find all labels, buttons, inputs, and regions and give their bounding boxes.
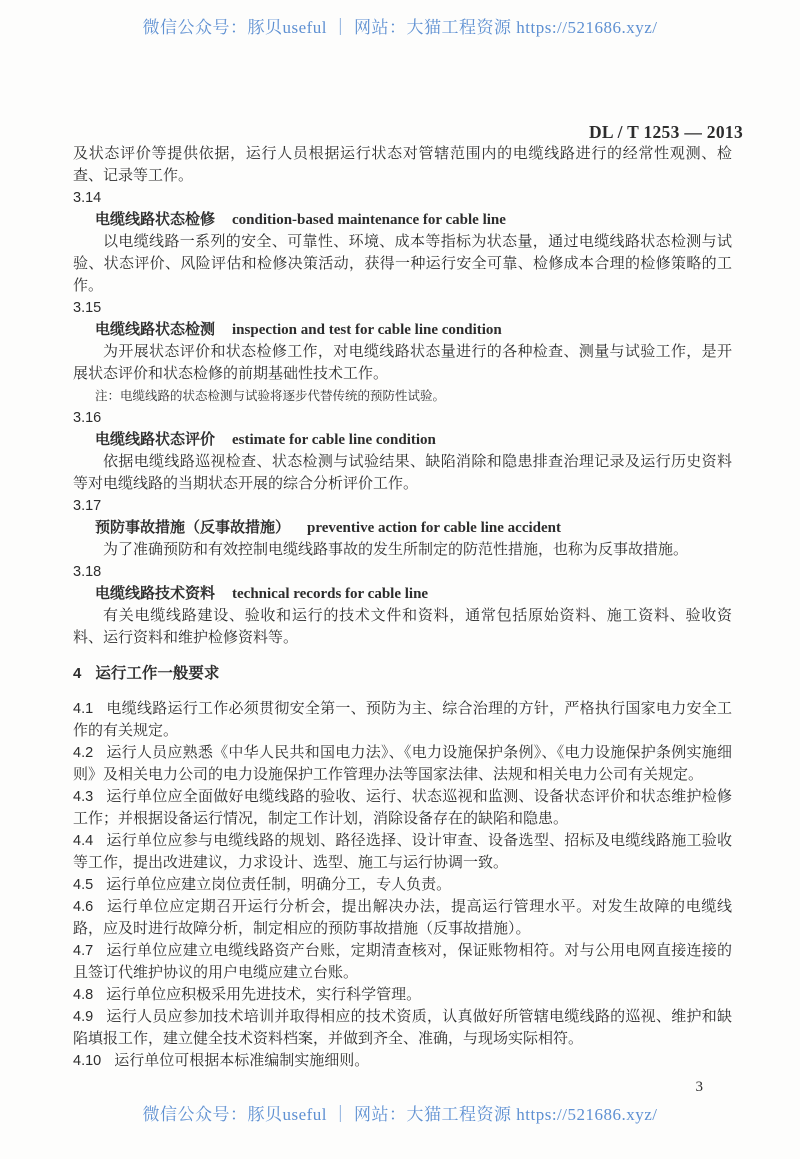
clause-text: 运行单位应全面做好电缆线路的验收、运行、状态巡视和监测、设备状态评价和状态维护检修工作；并根据设备运行情况，制定工作计划，消除设备存在的缺陷和隐患。 [73,789,732,827]
clause-text: 运行单位应积极采用先进技术，实行科学管理。 [106,987,422,1003]
term-english: technical records for cable line [232,586,429,602]
clause-4-8 [73,984,732,1006]
definition-body: 以电缆线路一系列的安全、可靠性、环境、成本等指标为状态量，通过电缆线路状态检测与试验、状态评价、风险评估和检修决策活动，获得一种运行安全可靠、检修成本合理的检修策略的工作。 [73,234,732,294]
intro-paragraph: 及状态评价等提供依据，运行人员根据运行状态对管辖范围内的电缆线路进行的经常性观测、检查、记录等工作。 [73,146,732,184]
term-chinese: 电缆线路状态评价 [95,432,216,448]
clause-4-7 [73,940,732,984]
definition-number: 3.16 [73,410,102,426]
section-4-heading [73,663,732,685]
definition-term [73,429,732,451]
clause-number: 4.10 [73,1053,102,1069]
definition-3-18 [73,561,732,649]
clause-4-10 [73,1050,732,1072]
clause-text: 运行人员应熟悉《中华人民共和国电力法》、《电力设施保护条例》、《电力设施保护条例实施细则》及相关电力公司的电力设施保护工作管理办法等国家法律、法规和相关电力公司有关规定。 [73,745,732,783]
clause-number: 4.3 [73,789,94,805]
clause-4-5 [73,874,732,896]
definition-term [73,209,732,231]
clause-4-1 [73,698,732,742]
section-number: 4 [73,665,82,682]
clause-text: 运行单位应建立岗位责任制，明确分工，专人负责。 [106,877,452,893]
clause-number: 4.6 [73,899,94,915]
definition-term [73,319,732,341]
clause-text: 运行单位可根据本标准编制实施细则。 [114,1053,370,1069]
clause-4-4 [73,830,732,874]
term-english: condition-based maintenance for cable line [232,212,506,228]
clause-text: 运行人员应参加技术培训并取得相应的技术资质，认真做好所管辖电缆线路的巡视、维护和缺陷填报工作，建立健全技术资料档案，并做到齐全、准确，与现场实际相符。 [73,1009,732,1047]
term-chinese: 电缆线路状态检测 [95,322,216,338]
clause-number: 4.4 [73,833,94,849]
page-number: 3 [695,1079,703,1095]
definition-number: 3.14 [73,190,102,206]
definition-number: 3.17 [73,498,102,514]
definition-note: 注：电缆线路的状态检测与试验将逐步代替传统的预防性试验。 [95,389,446,403]
watermark-top: 微信公众号：豚贝useful ｜ 网站：大猫工程资源 https://521686.xyz/ [142,18,658,37]
watermark-bottom: 微信公众号：豚贝useful ｜ 网站：大猫工程资源 https://521686.xyz/ [142,1105,658,1124]
term-english: inspection and test for cable line condition [232,322,502,338]
page-content [73,143,732,1072]
clause-4-6 [73,896,732,940]
definition-body: 为开展状态评价和状态检修工作，对电缆线路状态量进行的各种检查、测量与试验工作，是开展状态评价和状态检修的前期基础性技术工作。 [73,344,732,382]
definition-3-15 [73,297,732,407]
clause-4-9 [73,1006,732,1050]
section-title: 运行工作一般要求 [95,665,220,682]
doc-code: DL / T 1253 — 2013 [588,122,743,142]
clause-number: 4.1 [73,701,94,717]
clause-number: 4.7 [73,943,94,959]
term-english: estimate for cable line condition [232,432,436,448]
clause-text: 电缆线路运行工作必须贯彻安全第一、预防为主、综合治理的方针，严格执行国家电力安全工作的有关规定。 [73,701,732,739]
term-english: preventive action for cable line accident [307,520,561,536]
term-chinese: 预防事故措施（反事故措施） [95,520,291,536]
clause-4-3 [73,786,732,830]
definition-3-17 [73,495,732,561]
definition-term [73,517,732,539]
clause-text: 运行单位应建立电缆线路资产台账，定期清查核对，保证账物相符。对与公用电网直接连接的且签订代维护协议的用户电缆应建立台账。 [73,943,732,981]
definition-body: 依据电缆线路巡视检查、状态检测与试验结果、缺陷消除和隐患排查治理记录及运行历史资料等对电缆线路的当期状态开展的综合分析评价工作。 [73,454,732,492]
clause-number: 4.2 [73,745,94,761]
definition-term [73,583,732,605]
definition-3-14 [73,187,732,297]
clause-number: 4.5 [73,877,94,893]
term-chinese: 电缆线路技术资料 [95,586,216,602]
clause-number: 4.9 [73,1009,94,1025]
term-chinese: 电缆线路状态检修 [95,212,216,228]
clause-number: 4.8 [73,987,94,1003]
definition-body: 有关电缆线路建设、验收和运行的技术文件和资料，通常包括原始资料、施工资料、验收资料、运行资料和维护检修资料等。 [73,608,732,646]
clause-4-2 [73,742,732,786]
definition-number: 3.18 [73,564,102,580]
definition-body: 为了准确预防和有效控制电缆线路事故的发生所制定的防范性措施，也称为反事故措施。 [103,542,689,558]
clause-text: 运行单位应参与电缆线路的规划、路径选择、设计审查、设备选型、招标及电缆线路施工验收等工作，提出改进建议，力求设计、选型、施工与运行协调一致。 [73,833,732,871]
clause-text: 运行单位应定期召开运行分析会，提出解决办法，提高运行管理水平。对发生故障的电缆线路，应及时进行故障分析，制定相应的预防事故措施（反事故措施）。 [73,899,732,937]
definition-3-16 [73,407,732,495]
definition-number: 3.15 [73,300,102,316]
